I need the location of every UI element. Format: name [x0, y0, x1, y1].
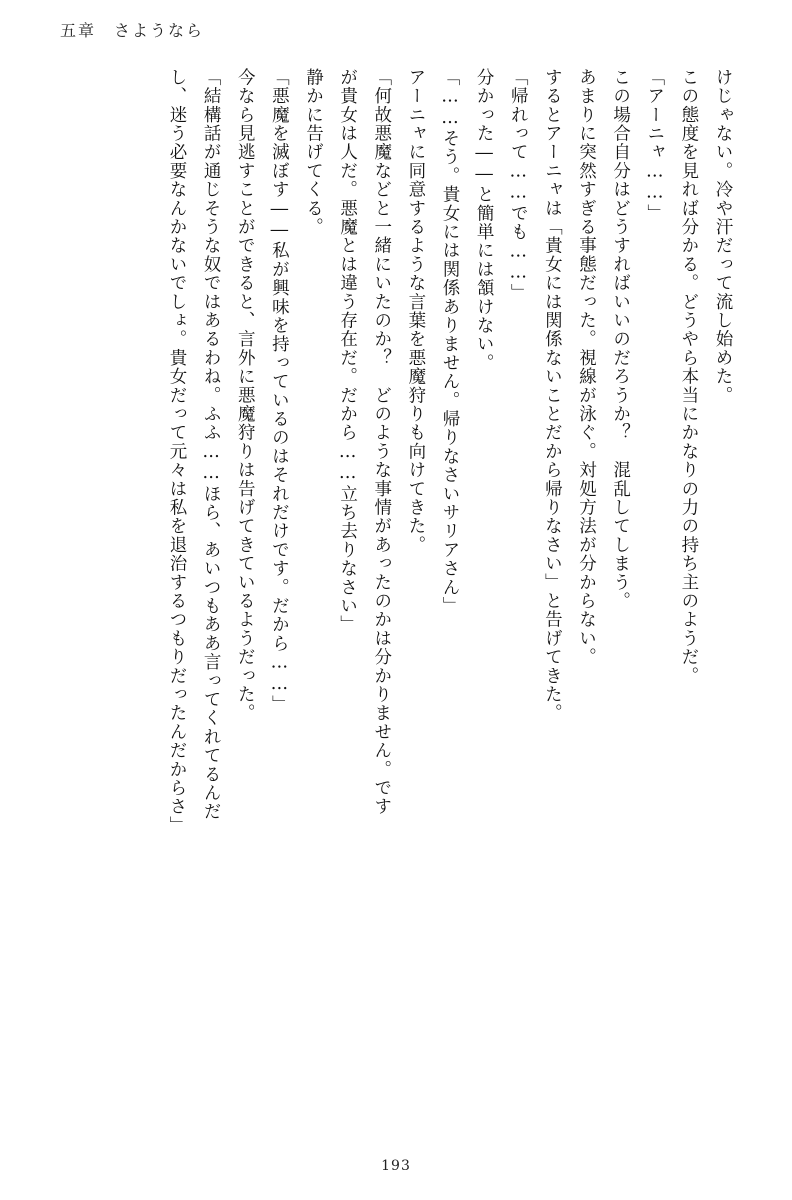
paragraph: 「悪魔を滅ぼす――私が興味を持っているのはそれだけです。だから……」 [269, 68, 290, 714]
paragraph: けじゃない。冷や汗だって流し始めた。 [713, 68, 733, 405]
chapter-number: 五章 [60, 21, 97, 40]
paragraph: 「……そう。貴女には関係ありません。帰りなさいサリアさん」 [440, 68, 460, 616]
page-number: 193 [381, 1158, 411, 1174]
paragraph: 分かった――と簡単には頷けない。 [474, 68, 495, 373]
paragraph: 「結構話が通じそうな奴ではあるわね。ふふ……ほら、あいつもああ言ってくれてるんだ [201, 68, 222, 821]
paragraph: し、迷う必要なんかないでしょ。貴女だって元々は私を退治するつもりだったんだからさ」 [167, 68, 187, 835]
page-body-text [52, 68, 740, 1128]
paragraph: この態度を見れば分かる。どうやら本当にかなりの力の持ち主のようだ。 [678, 68, 699, 686]
paragraph: が貴女は人だ。悪魔とは違う存在だ。だから……立ち去りなさい」 [337, 68, 358, 634]
chapter-title: さようなら [114, 21, 205, 40]
paragraph: 「何故悪魔などと一緒にいたのか？ どのような事情があったのかは分かりません。です [371, 68, 392, 816]
paragraph: 今なら見逃すことができると、言外に悪魔狩りは告げてきているようだった。 [235, 68, 256, 723]
paragraph: この場合自分はどうすればいいのだろうか？ 混乱してしまう。 [610, 68, 631, 611]
paragraph: アーニャに同意するような言葉を悪魔狩りも向けてきた。 [405, 68, 426, 555]
paragraph: 「アーニャ……」 [644, 68, 665, 223]
paragraph: 静かに告げてくる。 [303, 68, 324, 237]
paragraph: するとアーニャは「貴女には関係ないことだから帰りなさい」と告げてきた。 [542, 68, 563, 723]
paragraph: 「帰れって……でも……」 [508, 68, 529, 303]
running-header [60, 18, 204, 41]
paragraph: あまりに突然すぎる事態だった。視線が泳ぐ。対処方法が分からない。 [576, 68, 597, 667]
